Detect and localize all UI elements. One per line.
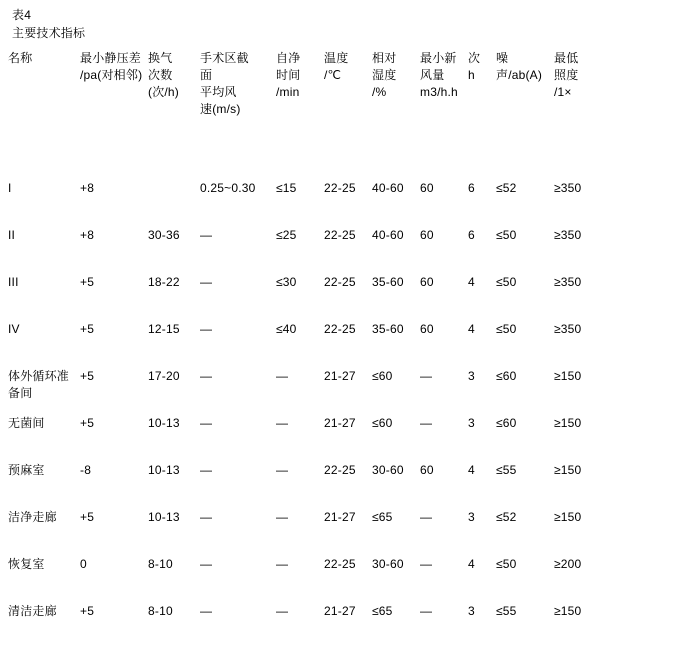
cell-noise: ≤50 bbox=[496, 228, 517, 242]
header-line: 湿度 bbox=[372, 68, 397, 82]
cell-illumination: ≥150 bbox=[554, 463, 582, 477]
header-line: /℃ bbox=[324, 68, 342, 82]
table-row bbox=[8, 415, 600, 462]
cell-illumination: ≥200 bbox=[554, 557, 582, 571]
cell-static-pressure: +5 bbox=[80, 604, 95, 618]
table-row bbox=[8, 368, 600, 415]
table-row bbox=[8, 274, 600, 321]
header-cell-min-fresh-air bbox=[420, 50, 468, 180]
header-line: 相对 bbox=[372, 51, 397, 65]
cell-name: I bbox=[8, 181, 12, 195]
header-row bbox=[8, 50, 600, 180]
cell-humidity: 35-60 bbox=[372, 322, 404, 336]
cell-noise: ≤52 bbox=[496, 181, 517, 195]
cell-noise: ≤55 bbox=[496, 604, 517, 618]
cell-name: IV bbox=[8, 322, 20, 336]
header-line: 自净 bbox=[276, 51, 301, 65]
header-line: 声/ab(A) bbox=[496, 68, 543, 82]
cell-fresh-air: — bbox=[420, 369, 433, 383]
cell-air-change: 8-10 bbox=[148, 604, 173, 618]
header-line: 最小新 bbox=[420, 51, 457, 65]
cell-fresh-air: 60 bbox=[420, 181, 434, 195]
header-line: /min bbox=[276, 85, 300, 99]
cell-times: 3 bbox=[468, 369, 475, 383]
cell-self-purification-time: — bbox=[276, 463, 289, 477]
cell-velocity: — bbox=[200, 557, 213, 571]
cell-humidity: ≤65 bbox=[372, 604, 393, 618]
cell-velocity: — bbox=[200, 369, 213, 383]
cell-illumination: ≥350 bbox=[554, 228, 582, 242]
header-cell-static-pressure bbox=[80, 50, 148, 180]
cell-velocity: — bbox=[200, 228, 213, 242]
cell-temperature: 22-25 bbox=[324, 275, 356, 289]
header-line: 平均风 bbox=[200, 85, 237, 99]
cell-illumination: ≥150 bbox=[554, 604, 582, 618]
cell-name: II bbox=[8, 228, 16, 242]
cell-fresh-air: — bbox=[420, 416, 433, 430]
header-line: 噪 bbox=[496, 51, 509, 65]
cell-air-change: 10-13 bbox=[148, 510, 180, 524]
header-line: 速(m/s) bbox=[200, 102, 241, 116]
cell-air-change: 17-20 bbox=[148, 369, 180, 383]
table-row bbox=[8, 321, 600, 368]
cell-self-purification-time: ≤40 bbox=[276, 322, 297, 336]
header-line: 照度 bbox=[554, 68, 579, 82]
cell-times: 4 bbox=[468, 322, 475, 336]
header-line: /pa(对相邻) bbox=[80, 68, 143, 82]
cell-name: 清洁走廊 bbox=[8, 604, 57, 618]
header-line: 面 bbox=[200, 68, 213, 82]
header-cell-temperature bbox=[324, 50, 372, 180]
cell-noise: ≤60 bbox=[496, 416, 517, 430]
cell-illumination: ≥150 bbox=[554, 510, 582, 524]
cell-times: 6 bbox=[468, 228, 475, 242]
cell-times: 6 bbox=[468, 181, 475, 195]
cell-noise: ≤50 bbox=[496, 322, 517, 336]
table-row bbox=[8, 556, 600, 603]
cell-velocity: 0.25~0.30 bbox=[200, 181, 256, 195]
cell-fresh-air: — bbox=[420, 604, 433, 618]
cell-temperature: 22-25 bbox=[324, 463, 356, 477]
table-row bbox=[8, 227, 600, 274]
cell-times: 4 bbox=[468, 463, 475, 477]
cell-illumination: ≥150 bbox=[554, 369, 582, 383]
cell-noise: ≤50 bbox=[496, 557, 517, 571]
header-line: 手术区截 bbox=[200, 51, 249, 65]
cell-name: 预麻室 bbox=[8, 463, 45, 477]
header-line: 风量 bbox=[420, 68, 445, 82]
header-cell-noise bbox=[496, 50, 554, 180]
cell-static-pressure: +5 bbox=[80, 416, 95, 430]
cell-times: 3 bbox=[468, 416, 475, 430]
cell-name: 体外循环准备间 bbox=[8, 369, 70, 400]
cell-velocity: — bbox=[200, 416, 213, 430]
cell-illumination: ≥350 bbox=[554, 322, 582, 336]
cell-air-change bbox=[148, 180, 200, 227]
cell-static-pressure: +8 bbox=[80, 228, 95, 242]
cell-times: 4 bbox=[468, 557, 475, 571]
cell-humidity: 30-60 bbox=[372, 463, 404, 477]
cell-self-purification-time: ≤25 bbox=[276, 228, 297, 242]
header-line: 最小静压差 bbox=[80, 51, 142, 65]
header-cell-name bbox=[8, 50, 80, 180]
table-row bbox=[8, 462, 600, 509]
header-line: m3/h.h bbox=[420, 85, 458, 99]
technical-indicators-table bbox=[8, 50, 600, 650]
cell-fresh-air: 60 bbox=[420, 275, 434, 289]
cell-illumination: ≥350 bbox=[554, 181, 582, 195]
cell-static-pressure: +5 bbox=[80, 322, 95, 336]
header-cell-relative-humidity bbox=[372, 50, 420, 180]
header-cell-self-purification-time bbox=[276, 50, 324, 180]
table-row bbox=[8, 180, 600, 227]
cell-fresh-air: 60 bbox=[420, 463, 434, 477]
cell-self-purification-time: — bbox=[276, 416, 289, 430]
cell-self-purification-time: ≤30 bbox=[276, 275, 297, 289]
cell-self-purification-time: ≤15 bbox=[276, 181, 297, 195]
cell-air-change: 10-13 bbox=[148, 463, 180, 477]
cell-temperature: 21-27 bbox=[324, 416, 356, 430]
cell-fresh-air: — bbox=[420, 557, 433, 571]
cell-static-pressure: +5 bbox=[80, 510, 95, 524]
cell-humidity: 40-60 bbox=[372, 228, 404, 242]
cell-static-pressure: +8 bbox=[80, 181, 95, 195]
header-line: 温度 bbox=[324, 51, 349, 65]
cell-fresh-air: — bbox=[420, 510, 433, 524]
cell-temperature: 21-27 bbox=[324, 604, 356, 618]
cell-humidity: ≤60 bbox=[372, 369, 393, 383]
cell-temperature: 21-27 bbox=[324, 510, 356, 524]
cell-illumination: ≥350 bbox=[554, 275, 582, 289]
cell-self-purification-time: — bbox=[276, 369, 289, 383]
cell-temperature: 22-25 bbox=[324, 181, 356, 195]
cell-temperature: 21-27 bbox=[324, 369, 356, 383]
header-line: 最低 bbox=[554, 51, 579, 65]
cell-times: 3 bbox=[468, 510, 475, 524]
header-line: 名称 bbox=[8, 51, 33, 65]
header-cell-surgical-zone-velocity bbox=[200, 50, 276, 180]
cell-humidity: 30-60 bbox=[372, 557, 404, 571]
header-line: 时间 bbox=[276, 68, 301, 82]
cell-velocity: — bbox=[200, 275, 213, 289]
cell-velocity: — bbox=[200, 322, 213, 336]
cell-illumination: ≥150 bbox=[554, 416, 582, 430]
cell-air-change: 12-15 bbox=[148, 322, 180, 336]
header-cell-times-per-hour bbox=[468, 50, 496, 180]
cell-fresh-air: 60 bbox=[420, 228, 434, 242]
cell-name: 洁净走廊 bbox=[8, 510, 57, 524]
table-caption-label: 表4 bbox=[12, 8, 32, 22]
header-cell-min-illumination bbox=[554, 50, 600, 180]
table-body bbox=[8, 180, 600, 650]
cell-static-pressure: +5 bbox=[80, 369, 95, 383]
cell-air-change: 10-13 bbox=[148, 416, 180, 430]
cell-velocity: — bbox=[200, 510, 213, 524]
cell-static-pressure: +5 bbox=[80, 275, 95, 289]
table-header bbox=[8, 50, 600, 180]
header-cell-air-change bbox=[148, 50, 200, 180]
cell-static-pressure: -8 bbox=[80, 463, 92, 477]
cell-static-pressure: 0 bbox=[80, 557, 87, 571]
header-line: /1× bbox=[554, 85, 572, 99]
cell-air-change: 8-10 bbox=[148, 557, 173, 571]
table-row bbox=[8, 603, 600, 650]
cell-noise: ≤55 bbox=[496, 463, 517, 477]
cell-noise: ≤60 bbox=[496, 369, 517, 383]
header-line: 次数 bbox=[148, 68, 173, 82]
cell-air-change: 30-36 bbox=[148, 228, 180, 242]
cell-name: 无菌间 bbox=[8, 416, 45, 430]
cell-name: III bbox=[8, 275, 19, 289]
header-line: /% bbox=[372, 85, 387, 99]
cell-temperature: 22-25 bbox=[324, 228, 356, 242]
cell-humidity: 40-60 bbox=[372, 181, 404, 195]
cell-noise: ≤50 bbox=[496, 275, 517, 289]
header-line: 次 bbox=[468, 51, 481, 65]
cell-humidity: ≤60 bbox=[372, 416, 393, 430]
cell-times: 3 bbox=[468, 604, 475, 618]
cell-velocity: — bbox=[200, 463, 213, 477]
cell-self-purification-time: — bbox=[276, 604, 289, 618]
cell-velocity: — bbox=[200, 604, 213, 618]
header-line: 换气 bbox=[148, 51, 173, 65]
table-caption-title: 主要技术指标 bbox=[12, 26, 86, 40]
cell-fresh-air: 60 bbox=[420, 322, 434, 336]
cell-name: 恢复室 bbox=[8, 557, 45, 571]
header-line: (次/h) bbox=[148, 85, 180, 99]
cell-times: 4 bbox=[468, 275, 475, 289]
cell-temperature: 22-25 bbox=[324, 557, 356, 571]
header-line: h bbox=[468, 68, 475, 82]
cell-humidity: ≤65 bbox=[372, 510, 393, 524]
cell-temperature: 22-25 bbox=[324, 322, 356, 336]
cell-self-purification-time: — bbox=[276, 557, 289, 571]
cell-air-change: 18-22 bbox=[148, 275, 180, 289]
cell-humidity: 35-60 bbox=[372, 275, 404, 289]
cell-self-purification-time: — bbox=[276, 510, 289, 524]
table-row bbox=[8, 509, 600, 556]
cell-noise: ≤52 bbox=[496, 510, 517, 524]
